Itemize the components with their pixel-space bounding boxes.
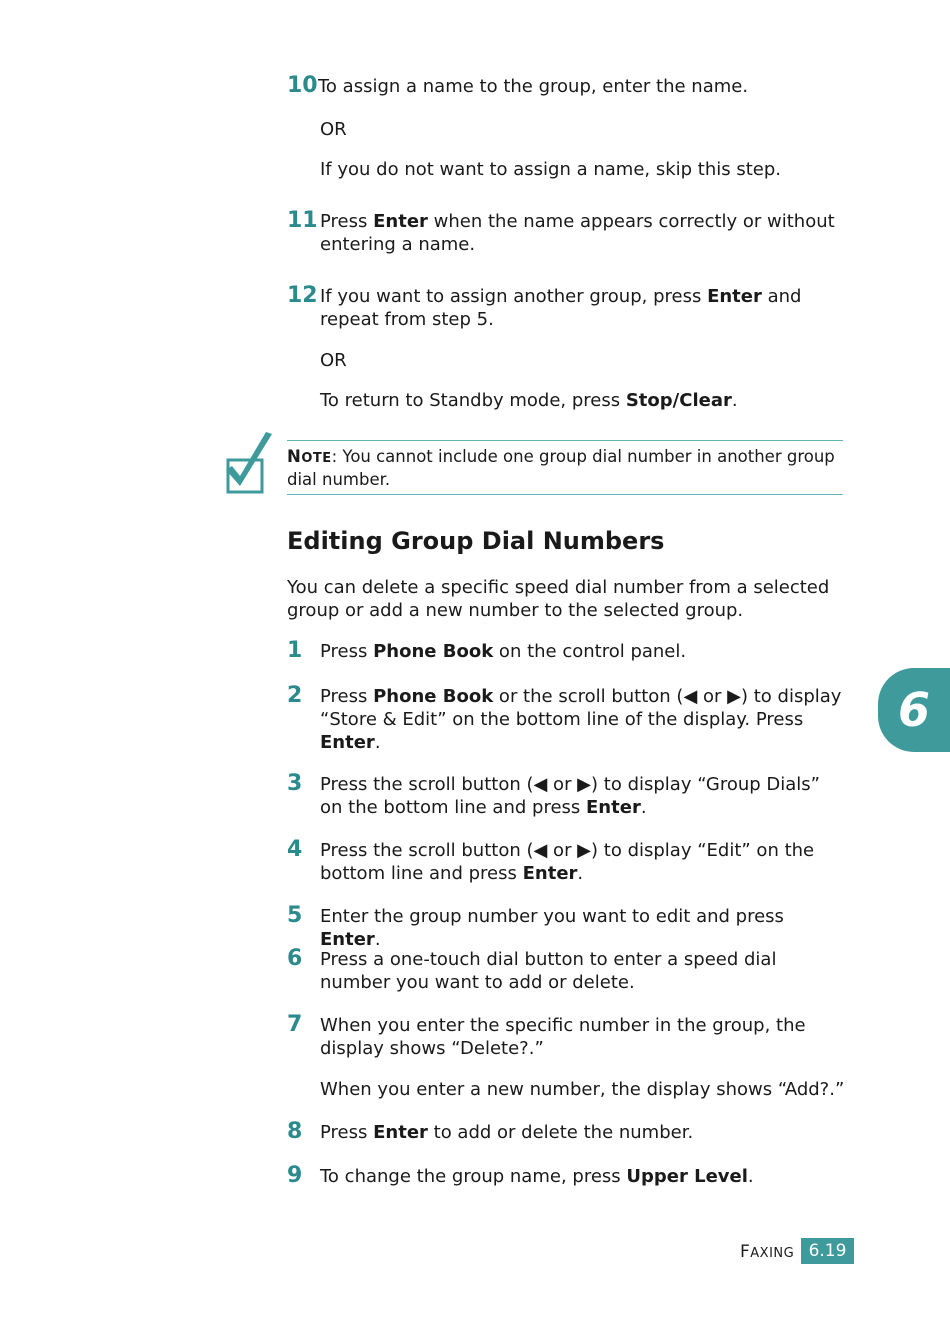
- step-number: 3: [287, 771, 303, 796]
- step-number: 6: [287, 946, 303, 971]
- step-text: Press the scroll button (◀ or ▶) to display “Edit” on the bottom line and press Enter.: [320, 840, 815, 884]
- step-text: Press Phone Book or the scroll button (◀ or ▶) to display “Store & Edit” on the bottom line of the display. Press Enter.: [320, 686, 842, 753]
- note-top-rule: [287, 440, 843, 441]
- footer-section-label: FAXING: [740, 1242, 795, 1262]
- skip-text: If you do not want to assign a name, skip this step.: [320, 159, 782, 180]
- step-text: Press Enter to add or delete the number.: [320, 1122, 694, 1143]
- note-label: NOTE: [287, 447, 332, 466]
- or-text: OR: [320, 119, 347, 140]
- return-text: To return to Standby mode, press Stop/Clear.: [320, 390, 738, 411]
- section-intro: You can delete a specific speed dial number from a selected group or add a new number to the selected group.: [287, 577, 830, 621]
- step-number: 8: [287, 1119, 303, 1144]
- note-text: NOTE: You cannot include one group dial number in another group dial number.: [287, 447, 835, 489]
- step-number: 5: [287, 903, 303, 928]
- step-7-extra: When you enter a new number, the display shows “Add?.”: [320, 1079, 845, 1100]
- step-text: Press a one-touch dial button to enter a speed dial number you want to add or delete.: [320, 949, 777, 993]
- page-number: 6.19: [801, 1238, 854, 1264]
- step-text: Enter the group number you want to edit and press Enter.: [320, 906, 784, 950]
- step-number: 10: [287, 73, 318, 98]
- section-heading: Editing Group Dial Numbers: [287, 527, 665, 555]
- step-text: Press Phone Book on the control panel.: [320, 641, 687, 662]
- step-text: When you enter the specific number in the group, the display shows “Delete?.”: [320, 1015, 806, 1059]
- step-text: Press the scroll button (◀ or ▶) to display “Group Dials” on the bottom line and press Enter.: [320, 774, 821, 818]
- checkmark-note-icon: [222, 430, 276, 496]
- or-text: OR: [320, 350, 347, 371]
- step-number: 2: [287, 683, 303, 708]
- note-bottom-rule: [287, 494, 843, 495]
- step-number: 1: [287, 638, 303, 663]
- step-number: 12: [287, 283, 318, 308]
- step-number: 4: [287, 837, 303, 862]
- step-text: Press Enter when the name appears correctly or without entering a name.: [320, 211, 835, 255]
- step-number: 7: [287, 1012, 303, 1037]
- step-text: If you want to assign another group, press Enter and repeat from step 5.: [320, 286, 802, 330]
- chapter-tab: 6: [878, 668, 950, 752]
- step-text: To assign a name to the group, enter the name.: [318, 76, 749, 97]
- step-number: 11: [287, 208, 318, 233]
- step-text: To change the group name, press Upper Level.: [320, 1166, 754, 1187]
- step-number: 9: [287, 1163, 303, 1188]
